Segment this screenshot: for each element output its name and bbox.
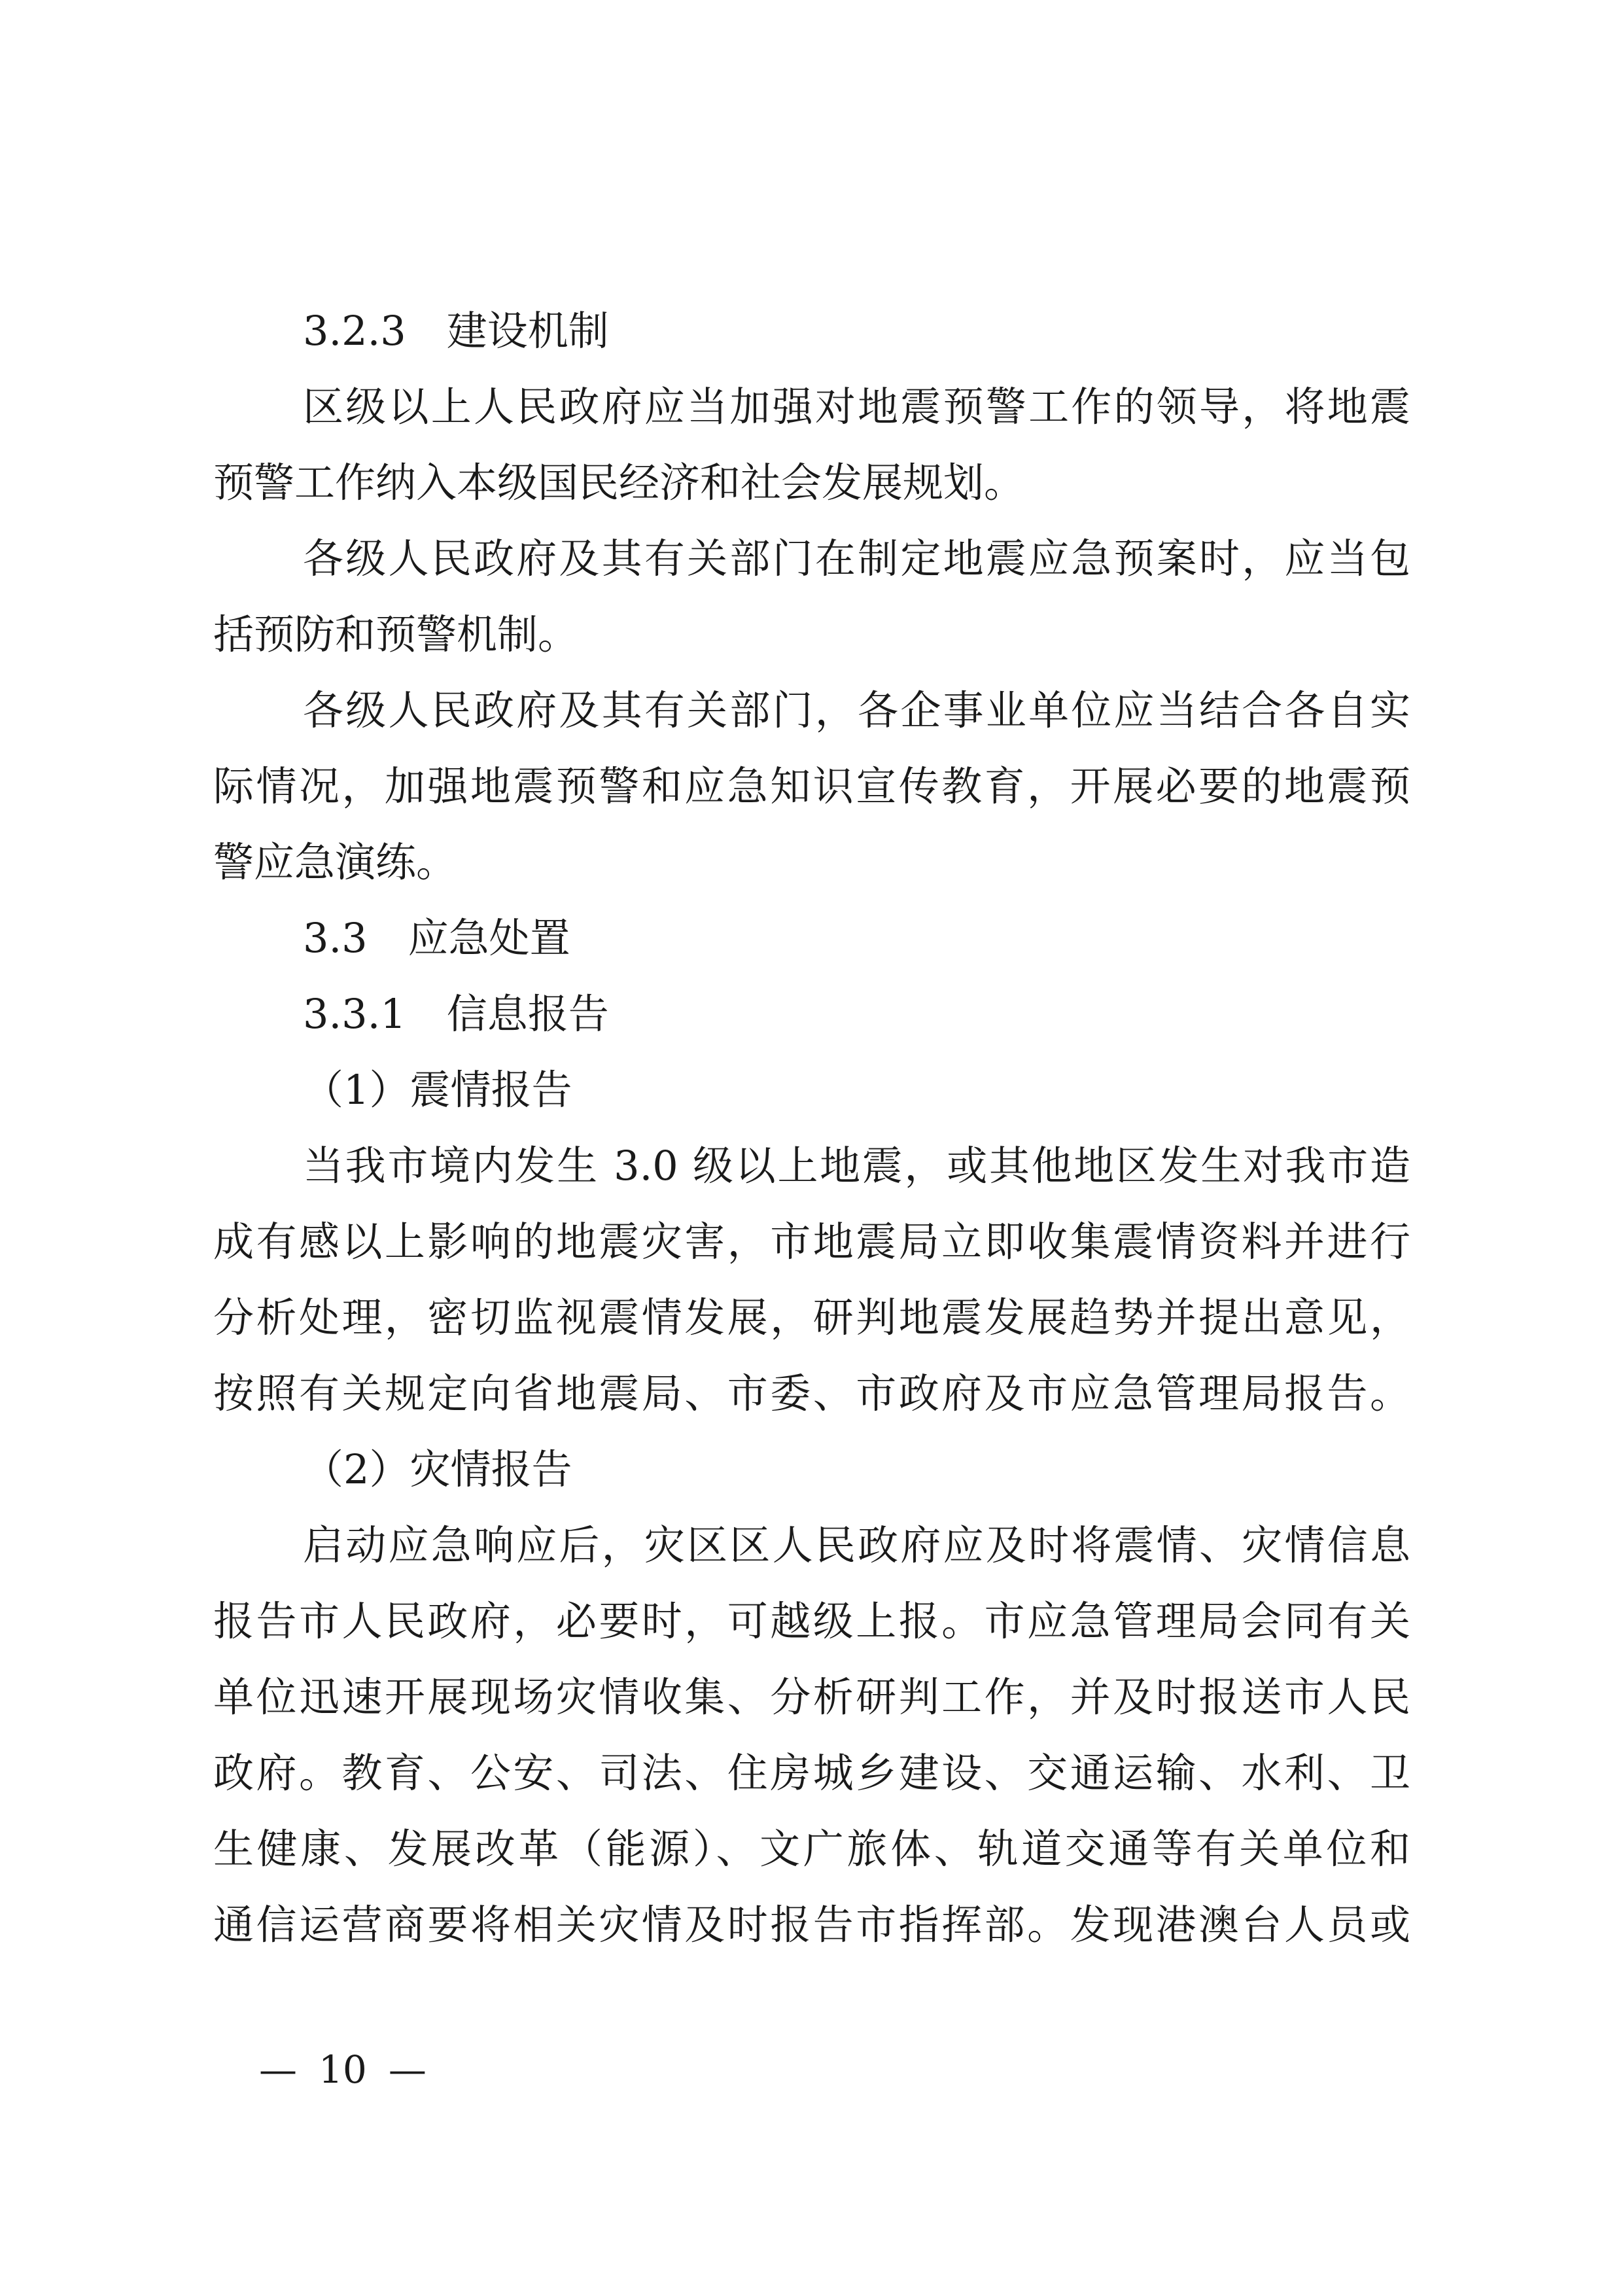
paragraph-line: 单位迅速开展现场灾情收集、分析研判工作，并及时报送市人民 xyxy=(213,1673,1410,1721)
paragraph-line: 政府。教育、公安、司法、住房城乡建设、交通运输、水利、卫 xyxy=(213,1749,1410,1797)
page-footer xyxy=(252,2043,434,2096)
paragraph-line: 预警工作纳入本级国民经济和社会发展规划。 xyxy=(213,459,1025,506)
paragraph-line: 际情况，加强地震预警和应急知识宣传教育，开展必要的地震预 xyxy=(213,762,1410,810)
paragraph-line: 成有感以上影响的地震灾害，市地震局立即收集震情资料并进行 xyxy=(213,1218,1410,1265)
paragraph-line: 各级人民政府及其有关部门在制定地震应急预案时，应当包 xyxy=(303,535,1410,582)
paragraph-line: 括预防和预警机制。 xyxy=(213,610,579,658)
paragraph-line: 通信运营商要将相关灾情及时报告市指挥部。发现港澳台人员或 xyxy=(213,1901,1410,1949)
paragraph-line: 报告市人民政府，必要时，可越级上报。市应急管理局会同有关 xyxy=(213,1597,1410,1645)
paragraph-line: 启动应急响应后，灾区区人民政府应及时将震情、灾情信息 xyxy=(303,1521,1410,1569)
paragraph-line: 生健康、发展改革（能源）、文广旅体、轨道交通等有关单位和 xyxy=(213,1825,1410,1873)
paragraph-line: 警应急演练。 xyxy=(213,838,457,886)
subheading-earthquake-report: （1）震情报告 xyxy=(303,1066,572,1114)
section-heading-3-3: 3.3 应急处置 xyxy=(303,914,570,962)
paragraph-line: 分析处理，密切监视震情发展，研判地震发展趋势并提出意见， xyxy=(213,1294,1410,1341)
footer-dash-left: — xyxy=(259,2047,297,2092)
subheading-disaster-report: （2）灾情报告 xyxy=(303,1445,572,1493)
paragraph-line: 各级人民政府及其有关部门，各企事业单位应当结合各自实 xyxy=(303,686,1410,734)
paragraph-line: 按照有关规定向省地震局、市委、市政府及市应急管理局报告。 xyxy=(213,1369,1410,1417)
section-heading-3-2-3: 3.2.3 建设机制 xyxy=(303,307,609,355)
section-heading-3-3-1: 3.3.1 信息报告 xyxy=(303,990,609,1038)
paragraph-line: 当我市境内发生 3.0 级以上地震，或其他地区发生对我市造 xyxy=(303,1142,1410,1190)
paragraph-line: 区级以上人民政府应当加强对地震预警工作的领导，将地震 xyxy=(303,383,1410,431)
page-number: 10 xyxy=(319,2047,367,2092)
footer-dash-right: — xyxy=(388,2047,427,2092)
